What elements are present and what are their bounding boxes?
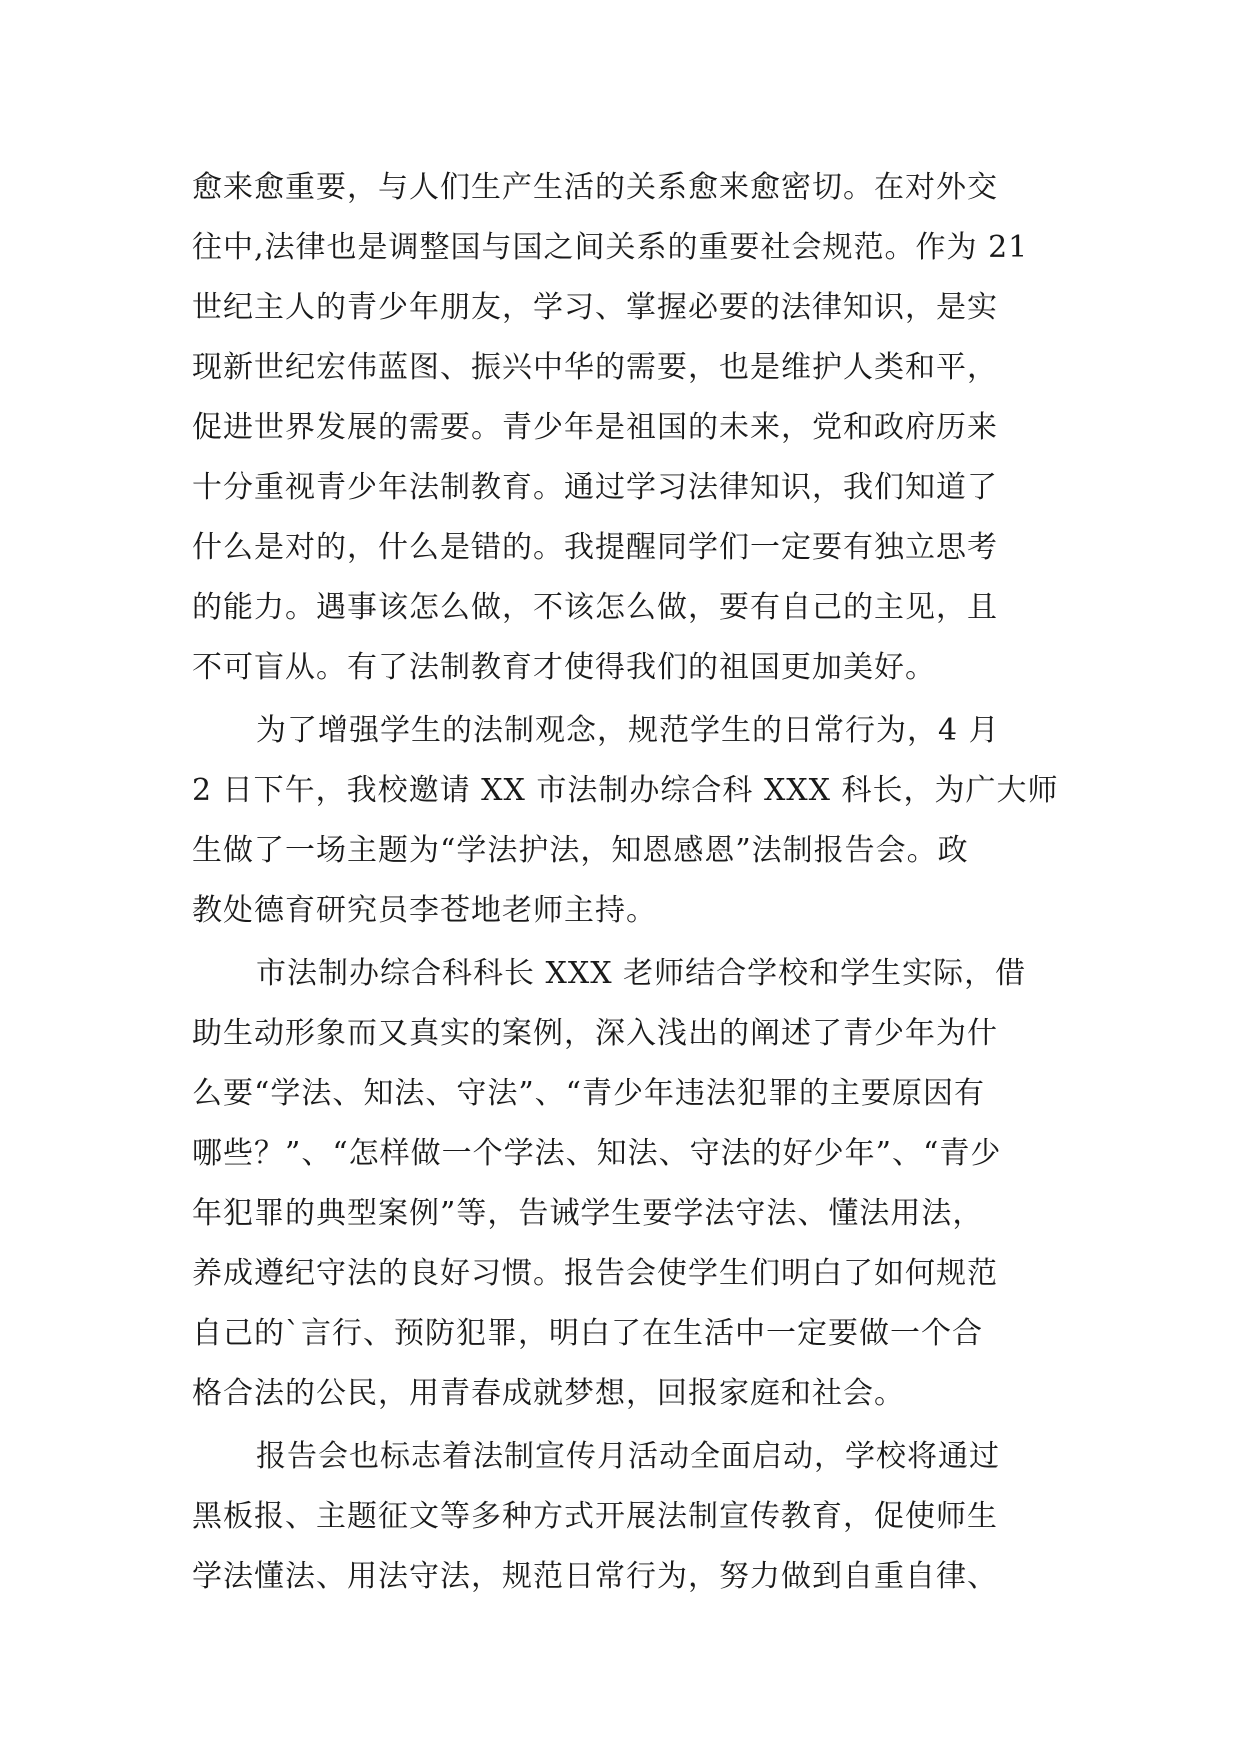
text-line: 养成遵纪守法的良好习惯。报告会使学生们明白了如何规范	[192, 1256, 998, 1291]
text-line: 么要“学法、知法、守法”、“青少年违法犯罪的主要原因有	[192, 1076, 986, 1111]
text-line: 十分重视青少年法制教育。通过学习法律知识，我们知道了	[192, 470, 998, 505]
text-line: 不可盲从。有了法制教育才使得我们的祖国更加美好。	[192, 650, 936, 685]
text-line: 年犯罪的典型案例”等，告诫学生要学法守法、懂法用法，	[192, 1196, 984, 1231]
text-line: 为了增强学生的法制观念，规范学生的日常行为，4 月	[256, 713, 1000, 748]
text-line: 黑板报、主题征文等多种方式开展法制宣传教育，促使师生	[192, 1499, 998, 1534]
text-line: 教处德育研究员李苍地老师主持。	[192, 893, 657, 928]
text-line: 市法制办综合科科长 XXX 老师结合学校和学生实际，借	[256, 956, 1027, 991]
paragraph	[192, 1427, 1072, 1607]
text-line: 促进世界发展的需要。青少年是祖国的未来，党和政府历来	[192, 410, 998, 445]
text-line: 往中,法律也是调整国与国之间关系的重要社会规范。作为 21	[192, 230, 1029, 265]
paragraph	[192, 701, 1072, 941]
paragraph	[192, 158, 1072, 698]
text-line: 格合法的公民，用青春成就梦想，回报家庭和社会。	[192, 1376, 905, 1411]
text-line: 助生动形象而又真实的案例，深入浅出的阐述了青少年为什	[192, 1016, 998, 1051]
paragraph	[192, 944, 1072, 1424]
document-body	[192, 158, 1072, 1607]
text-line: 报告会也标志着法制宣传月活动全面启动，学校将通过	[256, 1439, 1000, 1474]
text-line: 哪些？”、“怎样做一个学法、知法、守法的好少年”、“青少	[192, 1136, 1002, 1171]
text-line: 生做了一场主题为“学法护法，知恩感恩”法制报告会。政	[192, 833, 969, 868]
text-line: 2 日下午，我校邀请 XX 市法制办综合科 XXX 科长，为广大师	[192, 773, 1059, 808]
text-line: 什么是对的，什么是错的。我提醒同学们一定要有独立思考	[192, 530, 998, 565]
text-line: 愈来愈重要，与人们生产生活的关系愈来愈密切。在对外交	[192, 170, 998, 205]
text-line: 现新世纪宏伟蓝图、振兴中华的需要，也是维护人类和平，	[192, 350, 998, 385]
text-line: 学法懂法、用法守法，规范日常行为，努力做到自重自律、	[192, 1559, 998, 1594]
text-line: 世纪主人的青少年朋友，学习、掌握必要的法律知识，是实	[192, 290, 998, 325]
text-line: 自己的`言行、预防犯罪，明白了在生活中一定要做一个合	[192, 1316, 983, 1351]
text-line: 的能力。遇事该怎么做，不该怎么做，要有自己的主见，且	[192, 590, 998, 625]
